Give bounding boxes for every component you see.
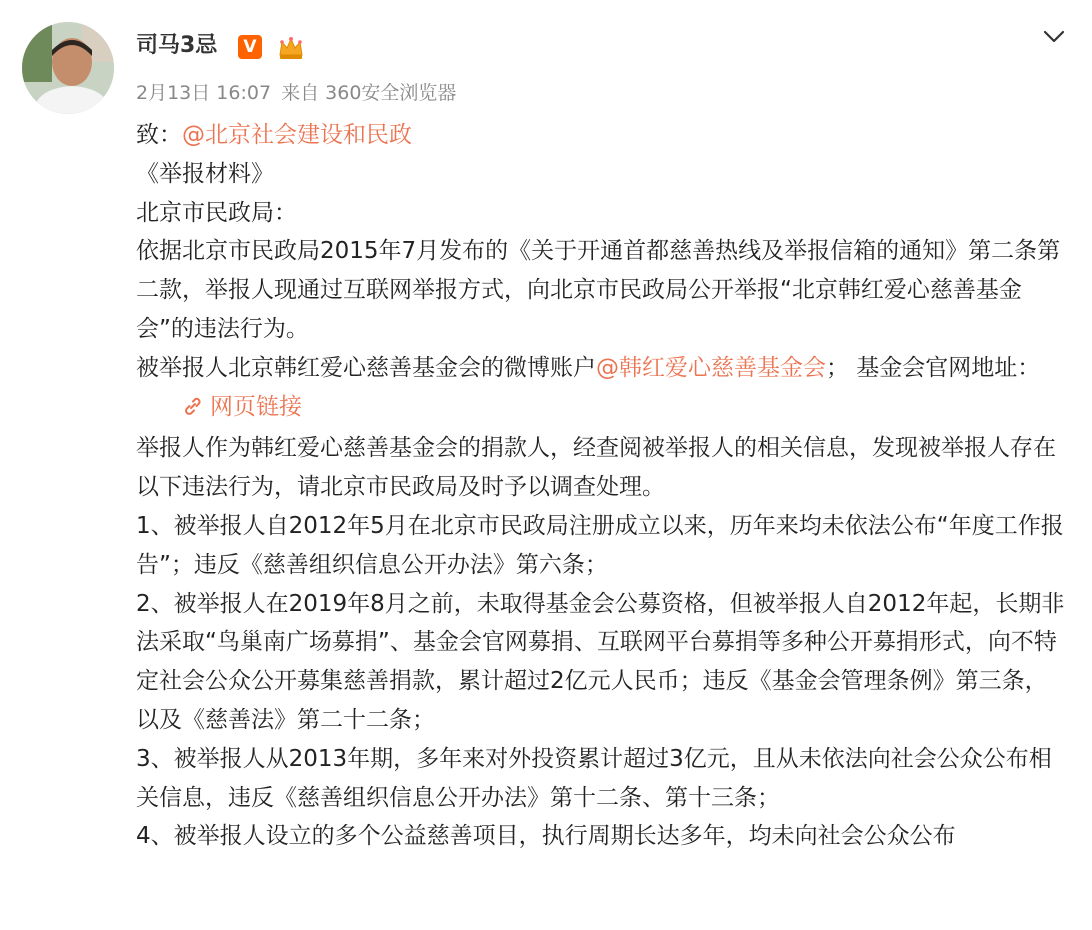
post-timestamp[interactable]: 2月13日 16:07	[136, 82, 272, 104]
violation-4: 4、被举报人设立的多个公益慈善项目，执行周期长达多年，均未向社会公众公布	[136, 823, 956, 850]
link-icon	[182, 391, 204, 430]
web-link[interactable]	[182, 394, 302, 420]
paragraph-basis: 依据北京市民政局2015年7月发布的《关于开通首都慈善热线及举报信箱的通知》第二条第二款，举报人现通过互联网举报方式，向北京市民政局公开举报“北京韩红爱心慈善基金会”的违法行为。	[136, 238, 1061, 342]
username[interactable]: 司马3忌	[136, 33, 218, 58]
addressee: 北京市民政局：	[136, 199, 297, 226]
post-content	[136, 116, 1066, 856]
paragraph-account	[136, 349, 1066, 430]
web-link-label: 网页链接	[210, 393, 302, 420]
post-source: 来自 360安全浏览器	[281, 82, 457, 104]
avatar-image	[22, 22, 114, 114]
crown-icon	[276, 33, 306, 63]
verified-badge: V	[238, 35, 262, 59]
mention-hanhong-foundation[interactable]: @韩红爱心慈善基金会	[596, 354, 826, 381]
chevron-down-icon[interactable]	[1038, 20, 1070, 52]
account-prefix: 被举报人北京韩红爱心慈善基金会的微博账户	[136, 354, 596, 381]
recipient-prefix: 致：	[136, 122, 182, 148]
report-title: 《举报材料》	[136, 160, 274, 187]
post-meta	[136, 78, 460, 108]
violation-2: 2、被举报人在2019年8月之前，未取得基金会公募资格，但被举报人自2012年起，长期非法采取“鸟巢南广场募捐”、基金会官网募捐、互联网平台募捐等多种公开募捐形式，向不特定社会公众公开募集慈善捐款，累计超过2亿元人民币；违反《基金会管理条例》第三条，以及《慈善法》第二十二条；	[136, 590, 1065, 733]
mention-beijing-civil-affairs[interactable]: @北京社会建设和民政	[182, 122, 412, 148]
violation-1: 1、被举报人自2012年5月在北京市民政局注册成立以来，历年来均未依法公布“年度工作报告”；违反《慈善组织信息公开办法》第六条；	[136, 512, 1064, 578]
account-suffix: ； 基金会官网地址：	[826, 354, 1041, 381]
avatar[interactable]	[22, 22, 114, 114]
violation-3: 3、被举报人从2013年期，多年来对外投资累计超过3亿元，且从未依法向社会公众公布相关信息，违反《慈善组织信息公开办法》第十二条、第十三条；	[136, 745, 1052, 811]
paragraph-intro: 举报人作为韩红爱心慈善基金会的捐款人，经查阅被举报人的相关信息，发现被举报人存在以下违法行为，请北京市民政局及时予以调查处理。	[136, 435, 1056, 501]
recipient-line	[136, 116, 1066, 155]
